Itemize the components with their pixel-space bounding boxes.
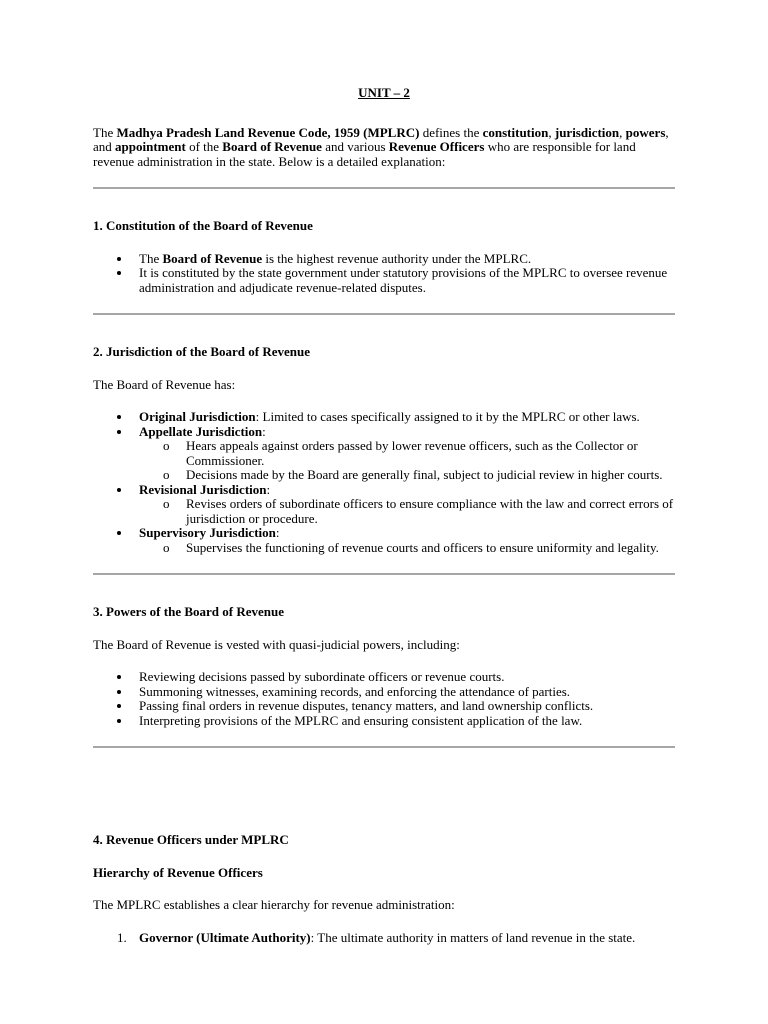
- horizontal-rule: [93, 573, 675, 575]
- list-item: Interpreting provisions of the MPLRC and ensuring consistent application of the law.: [93, 714, 675, 729]
- list-item: Revisional Jurisdiction:: [93, 483, 675, 498]
- section-lead: The Board of Revenue has:: [93, 376, 236, 392]
- list-item: Appellate Jurisdiction:: [93, 425, 675, 440]
- sub-bullet-marker: o: [163, 539, 170, 555]
- horizontal-rule: [93, 313, 675, 315]
- bullet-list: [93, 670, 675, 728]
- list-item: Supervisory Jurisdiction:: [93, 526, 675, 541]
- sub-list-item: o Revises orders of subordinate officers to ensure compliance with the law and correct errors of jurisdiction or procedure.: [163, 496, 674, 526]
- section-heading: 3. Powers of the Board of Revenue: [93, 604, 284, 619]
- horizontal-rule: [93, 187, 675, 189]
- numbered-list-item: 1. Governor (Ultimate Authority): The ultimate authority in matters of land revenue in the state.: [117, 929, 636, 945]
- bullet-list: [93, 252, 675, 296]
- intro-paragraph: The Madhya Pradesh Land Revenue Code, 1959 (MPLRC) defines the constitution, jurisdiction, powers, and appointment of the Board of Revenue and various Revenue Officers who are responsible for land revenue administration in the state. Below is a detailed explanation:: [93, 124, 669, 169]
- numbered-list: [93, 931, 675, 946]
- sub-bullet-marker: o: [163, 438, 170, 453]
- list-item: Summoning witnesses, examining records, and enforcing the attendance of parties.: [93, 685, 675, 700]
- list-item: Original Jurisdiction: Limited to cases specifically assigned to it by the MPLRC or other laws.: [93, 410, 675, 425]
- section-lead: The MPLRC establishes a clear hierarchy for revenue administration:: [93, 897, 455, 912]
- sub-bullet-marker: o: [163, 496, 170, 511]
- list-item: Reviewing decisions passed by subordinate officers or revenue courts.: [93, 670, 675, 685]
- list-item: It is constituted by the state government under statutory provisions of the MPLRC to oversee revenue administration and adjudicate revenue-related disputes.: [93, 266, 675, 295]
- document-title: UNIT – 2: [358, 85, 410, 100]
- sub-list-item: o Decisions made by the Board are generally final, subject to judicial review in higher courts.: [163, 467, 663, 482]
- list-number: 1.: [117, 929, 127, 945]
- sub-bullet-marker: o: [163, 467, 170, 482]
- section-heading: 4. Revenue Officers under MPLRC: [93, 832, 289, 847]
- sub-list-item: o Supervises the functioning of revenue courts and officers to ensure uniformity and legality.: [163, 539, 659, 555]
- bullet-list: [93, 410, 675, 555]
- sub-list-item: o Hears appeals against orders passed by lower revenue officers, such as the Collector or Commissioner.: [163, 438, 638, 468]
- section-heading: 1. Constitution of the Board of Revenue: [93, 218, 313, 233]
- sub-heading: Hierarchy of Revenue Officers: [93, 864, 263, 880]
- document-page: [93, 86, 675, 945]
- horizontal-rule: [93, 746, 675, 748]
- list-item: Passing final orders in revenue disputes, tenancy matters, and land ownership conflicts.: [93, 699, 675, 714]
- section-lead: The Board of Revenue is vested with quasi-judicial powers, including:: [93, 636, 460, 652]
- section-heading: 2. Jurisdiction of the Board of Revenue: [93, 344, 311, 359]
- list-item: The Board of Revenue is the highest revenue authority under the MPLRC.: [93, 252, 675, 267]
